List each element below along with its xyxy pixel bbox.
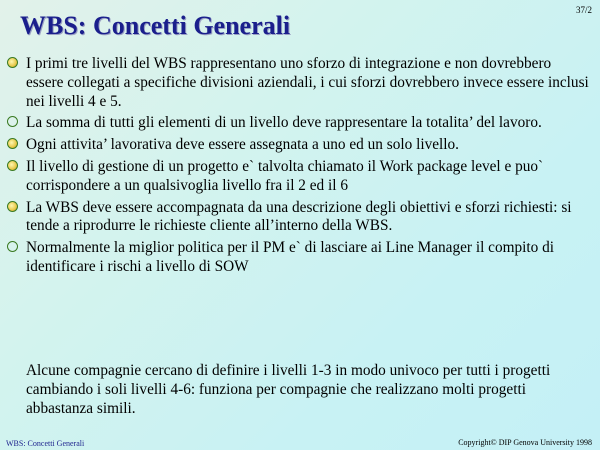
bullet-text: Normalmente la miglior politica per il PM e` di lasciare ai Line Manager il compito di identificare i rischi a livello di SOW [26, 239, 555, 275]
bullet-text: I primi tre livelli del WBS rappresentano uno sforzo di integrazione e non dovrebbero essere collegati a specifiche divisioni aziendali, i cui sforzi dovrebbero invece essere inclusi nei livelli 4 e 5. [26, 55, 589, 110]
circle-bullet-icon [7, 241, 18, 252]
circle-bullet-icon [7, 57, 18, 68]
bullet-text: La WBS deve essere accompagnata da una descrizione degli obiettivi e sforzi richiesti: si tende a riprodurre le richieste cliente all’interno della WBS. [26, 198, 572, 235]
bullet-item [4, 136, 590, 155]
circle-bullet-icon [7, 138, 18, 149]
bullet-text: La somma di tutti gli elementi di un livello deve rappresentare la totalita’ del lavoro. [26, 114, 542, 132]
bullet-text: Il livello di gestione di un progetto e` talvolta chiamato il Work package level e puo` corrispondere a un qualsivoglia livello fra il 2 ed il 6 [26, 157, 544, 194]
bullet-text: Ogni attivita’ lavorativa deve essere assegnata a uno ed un solo livello. [26, 136, 459, 154]
circle-bullet-icon [7, 201, 18, 212]
bullet-item [4, 158, 590, 196]
footer-title: WBS: Concetti Generali [6, 439, 85, 448]
bullet-item [4, 199, 590, 237]
slide-note: Alcune compagnie cercano di definire i livelli 1-3 in modo univoco per tutti i progetti cambiando i soli livelli 4-6: funziona per compagnie che realizzano molti progetti abbastanza simili. [26, 362, 551, 417]
bullet-item [4, 114, 590, 133]
bullet-item [4, 239, 590, 277]
bullet-item [4, 55, 590, 111]
circle-bullet-icon [7, 116, 18, 127]
circle-bullet-icon [7, 160, 18, 171]
slide-title: WBS: Concetti Generali [20, 11, 291, 40]
slide-number: 37/2 [575, 5, 592, 15]
bullet-list [4, 55, 590, 280]
footer-copyright: Copyright© DIP Genova University 1998 [458, 438, 592, 447]
